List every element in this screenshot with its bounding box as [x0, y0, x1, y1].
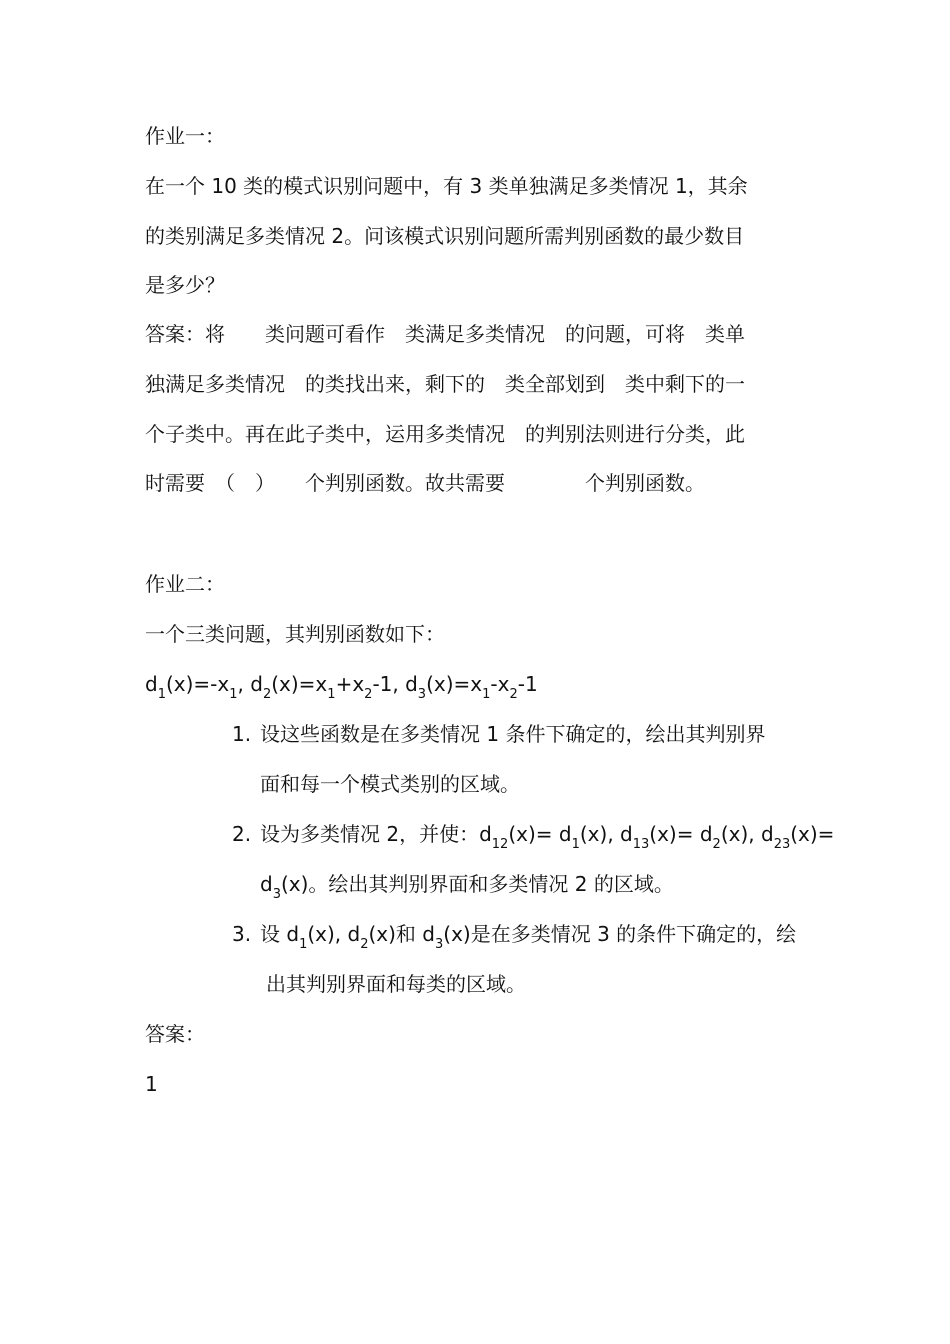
hw1-question-line-2: 的类别满足多类情况 2。问该模式识别问题所需判别函数的最少数目	[145, 224, 745, 248]
hw1-title: 作业一：	[145, 124, 225, 148]
formula-text: (x)和 d	[368, 922, 435, 946]
formula-text: (x), d	[579, 822, 633, 846]
formula-subscript: 3	[434, 937, 444, 952]
list-item-text: 设为多类情况 2，并使：d	[260, 822, 492, 846]
hw2-intro: 一个三类问题，其判别函数如下：	[145, 622, 445, 646]
list-number: 2.	[232, 822, 252, 846]
formula-subscript: 1	[571, 837, 580, 852]
list-number: 3.	[232, 922, 252, 946]
formula-subscript: 1	[229, 687, 238, 702]
formula-text: (x)=	[790, 822, 835, 846]
hw2-answer-label: 答案：	[145, 1022, 205, 1046]
hw1-answer-line-2: 独满足多类情况 的类找出来，剩下的 类全部划到 类中剩下的一	[145, 372, 745, 396]
hw2-item-1-continuation: 面和每一个模式类别的区域。	[260, 772, 520, 796]
formula-text: -1, d	[372, 672, 418, 696]
formula-subscript: 2	[262, 687, 272, 702]
formula-subscript: 1	[157, 687, 166, 702]
formula-text: (x), d	[720, 822, 774, 846]
formula-subscript: 23	[773, 837, 791, 852]
hw1-answer-line-1: 答案：将 类问题可看作 类满足多类情况 的问题，可将 类单	[145, 322, 745, 346]
formula-subscript: 3	[272, 887, 281, 902]
formula-subscript: 2	[364, 687, 373, 702]
formula-text: +x	[335, 672, 365, 696]
formula-subscript: 12	[491, 837, 509, 852]
formula-text: -1	[517, 672, 538, 696]
hw2-item-2	[232, 820, 835, 852]
formula-text: d	[260, 872, 273, 896]
formula-text: (x)=x	[426, 672, 483, 696]
hw1-question-line-1: 在一个 10 类的模式识别问题中，有 3 类单独满足多类情况 1，其余	[145, 174, 748, 198]
formula-text: (x)=x	[271, 672, 328, 696]
formula-text: d	[145, 672, 158, 696]
hw2-item-2-continuation	[260, 870, 674, 902]
hw2-item-3	[232, 920, 797, 952]
formula-text: , d	[237, 672, 263, 696]
formula-text: (x)= d	[508, 822, 572, 846]
hw2-discriminant-functions	[145, 670, 538, 702]
hw2-answer-number: 1	[145, 1072, 158, 1096]
formula-subscript: 13	[632, 837, 650, 852]
hw2-item-1	[232, 720, 765, 748]
list-item-text: 设这些函数是在多类情况 1 条件下确定的，绘出其判别界	[260, 722, 766, 746]
formula-text: (x)=-x	[165, 672, 230, 696]
list-number: 1.	[232, 722, 252, 746]
formula-subscript: 1	[299, 937, 308, 952]
formula-subscript: 3	[417, 687, 427, 702]
list-item-text: 设 d	[260, 922, 300, 946]
list-item-text: (x)。绘出其判别界面和多类情况 2 的区域。	[280, 872, 674, 896]
hw1-answer-line-3: 个子类中。再在此子类中，运用多类情况 的判别法则进行分类，此	[145, 422, 745, 446]
formula-subscript: 1	[482, 687, 491, 702]
hw1-question-line-3: 是多少？	[145, 273, 225, 297]
formula-text: (x), d	[307, 922, 361, 946]
hw2-item-3-continuation: 出其判别界面和每类的区域。	[266, 972, 526, 996]
list-item-text: (x)是在多类情况 3 的条件下确定的，绘	[443, 922, 797, 946]
formula-text: (x)= d	[649, 822, 713, 846]
hw1-answer-line-4: 时需要 （ ） 个判别函数。故共需要 个判别函数。	[145, 471, 705, 495]
formula-subscript: 2	[360, 937, 369, 952]
hw2-title: 作业二：	[145, 572, 225, 596]
formula-subscript: 1	[327, 687, 336, 702]
formula-text: -x	[490, 672, 510, 696]
formula-subscript: 2	[712, 837, 721, 852]
formula-subscript: 2	[509, 687, 518, 702]
